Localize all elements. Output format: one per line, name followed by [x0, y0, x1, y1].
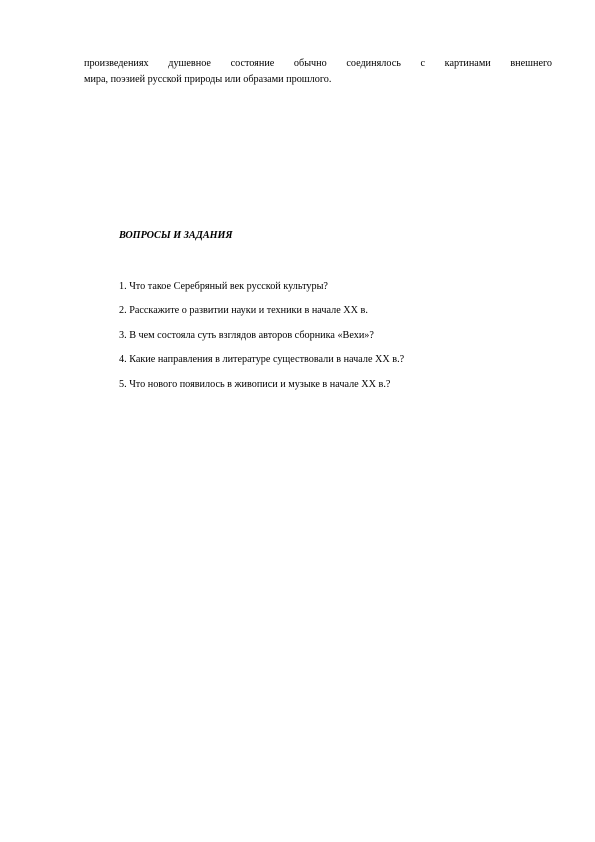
question-item: 4. Какие направления в литературе существовали в начале XX в.?	[119, 354, 405, 366]
section-title: ВОПРОСЫ И ЗАДАНИЯ	[119, 230, 233, 241]
question-item: 3. В чем состояла суть взглядов авторов сборника «Вехи»?	[119, 329, 374, 341]
question-item: 2. Расскажите о развитии науки и техники в начале XX в.	[119, 305, 368, 317]
intro-line: мира, поэзией русской природы или образами прошлого.	[84, 74, 332, 85]
question-item: 1. Что такое Серебряный век русской культуры?	[119, 281, 328, 292]
intro-line: произведениях душевное состояние обычно соединялось с картинами внешнего	[84, 58, 552, 69]
intro-paragraph	[84, 56, 552, 88]
question-item: 5. Что нового появилось в живописи и музыке в начале XX в.?	[119, 378, 391, 390]
questions-list	[119, 281, 404, 403]
